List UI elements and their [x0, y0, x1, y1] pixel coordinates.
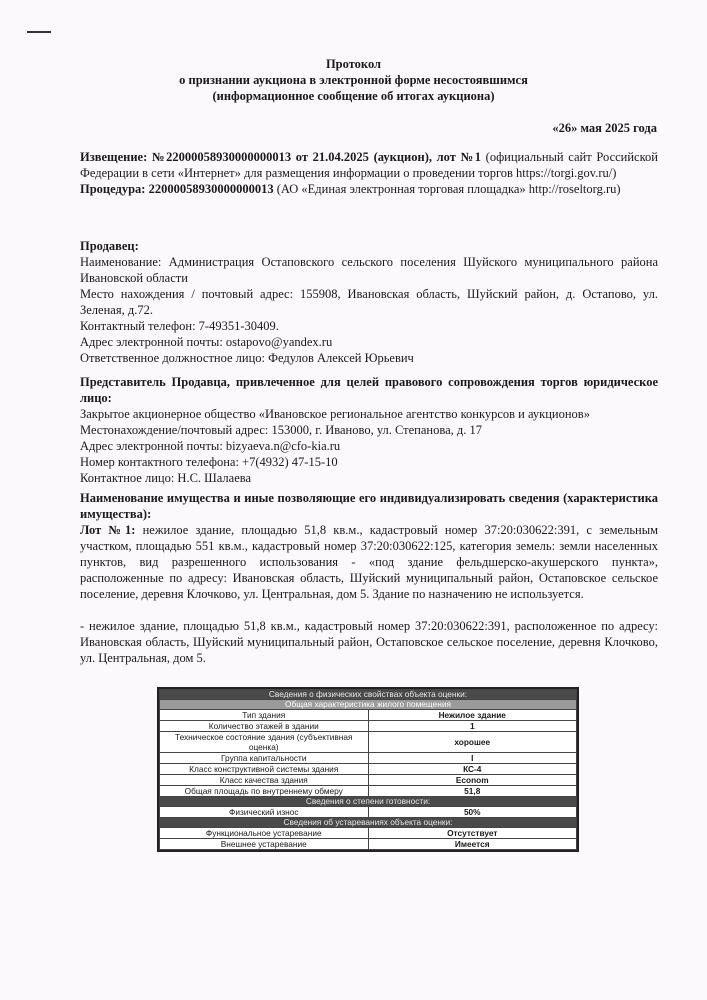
- notice-number: №22000058930000000013 от 21.04.2025 (аукцион), лот №1: [151, 150, 481, 164]
- table-row: [160, 753, 577, 764]
- notice-block: [80, 149, 658, 197]
- table-row: [160, 839, 577, 850]
- representative-address: Местонахождение/почтовый адрес: 153000, г. Иваново, ул. Степанова, д. 17: [80, 423, 483, 437]
- seller-phone: Контактный телефон: 7-49351-30409.: [80, 319, 279, 333]
- lot-label: Лот №1:: [80, 523, 136, 537]
- row-value: 51,8: [368, 786, 577, 797]
- table-row: [160, 732, 577, 753]
- representative-block: [80, 374, 658, 486]
- row-label: Группа капитальности: [160, 753, 369, 764]
- lot-text: нежилое здание, площадью 51,8 кв.м., кадастровый номер 37:20:030622:391, с земельным участком, площадью 551 кв.м., кадастровый номер 37:20:030622:125, категория земель: земли населенных пунктов, вид разрешенного использования - «под здание фельдшерско-акушерского пункта», расположенные по адресу: Ивановская область, Шуйский муниципальный район, Остаповское сельское поселение, деревня Клочково, ул. Центральная, дом 5. Здание по назначению не используется.: [80, 523, 659, 601]
- notice-paragraph: [80, 149, 658, 181]
- subsection-general-label: Общая характеристика жилого помещения: [160, 700, 577, 710]
- notice-label: Извещение:: [80, 150, 148, 164]
- representative-email: Адрес электронной почты: bizyaeva.n@cfo-kia.ru: [80, 439, 341, 453]
- table-row: [160, 775, 577, 786]
- seller-email: Адрес электронной почты: ostapovo@yandex.ru: [80, 335, 333, 349]
- representative-heading: Представитель Продавца, привлеченное для целей правового сопровождения торгов юридическое лицо:: [80, 375, 658, 405]
- lot-paragraph: [80, 522, 658, 602]
- row-value: Отсутствует: [368, 828, 577, 839]
- seller-heading: Продавец:: [80, 239, 139, 253]
- section-physical-label: Сведения о физических свойствах объекта оценки:: [160, 690, 577, 700]
- notice-rest: (официальный сайт Российской Федерации в сети «Интернет» для размещения информации о проведении торгов https://torgi.gov.ru/): [80, 150, 658, 180]
- row-label: Тип здания: [160, 710, 369, 721]
- document-subtitle-2: (информационное сообщение об итогах аукциона): [212, 89, 495, 103]
- row-label: Количество этажей в здании: [160, 721, 369, 732]
- row-value: 50%: [368, 807, 577, 818]
- table-row: [160, 828, 577, 839]
- property-block: [80, 490, 658, 666]
- subsection-general: [160, 700, 577, 710]
- section-readiness-label: Сведения о степени готовности:: [160, 797, 577, 807]
- section-obsolescence: [160, 818, 577, 828]
- table-row: [160, 710, 577, 721]
- procedure-rest: (АО «Единая электронная торговая площадка» http://roseltorg.ru): [276, 182, 621, 196]
- row-label: Функциональное устаревание: [160, 828, 369, 839]
- procedure-label: Процедура:: [80, 182, 146, 196]
- seller-official: Ответственное должностное лицо: Федулов Алексей Юрьевич: [80, 351, 414, 365]
- document-header: [0, 56, 707, 104]
- procedure-paragraph: [80, 181, 658, 197]
- document-subtitle: о признании аукциона в электронной форме несостоявшимся: [179, 73, 528, 87]
- assessment-table: [157, 687, 579, 852]
- row-value: Нежилое здание: [368, 710, 577, 721]
- row-label: Техническое состояние здания (субъективная оценка): [160, 732, 369, 753]
- table-row: [160, 764, 577, 775]
- row-value: I: [368, 753, 577, 764]
- representative-contact: Контактное лицо: Н.С. Шалаева: [80, 471, 252, 485]
- row-value: Имеется: [368, 839, 577, 850]
- property-heading: Наименование имущества и иные позволяющие его индивидуализировать сведения (характеристика имущества):: [80, 491, 658, 521]
- procedure-number: 22000058930000000013: [148, 182, 274, 196]
- row-value: хорошее: [368, 732, 577, 753]
- table-row: [160, 786, 577, 797]
- row-value: Econom: [368, 775, 577, 786]
- seller-name: Наименование: Администрация Остаповского сельского поселения Шуйского муниципального района Ивановской области: [80, 255, 658, 285]
- section-obsolescence-label: Сведения об устареваниях объекта оценки:: [160, 818, 577, 828]
- row-label: Общая площадь по внутреннему обмеру: [160, 786, 369, 797]
- seller-address: Место нахождения / почтовый адрес: 155908, Ивановская область, Шуйский район, д. Остапово, ул. Зеленая, д.72.: [80, 287, 658, 317]
- representative-phone: Номер контактного телефона: +7(4932) 47-15-10: [80, 455, 338, 469]
- scan-mark: [27, 31, 51, 33]
- row-label: Внешнее устаревание: [160, 839, 369, 850]
- row-label: Класс качества здания: [160, 775, 369, 786]
- section-readiness: [160, 797, 577, 807]
- property-item-2: - нежилое здание, площадью 51,8 кв.м., кадастровый номер 37:20:030622:391, расположенное по адресу: Ивановская область, Шуйский муниципальный район, Остаповское сельское поселение, деревня Клочково, ул. Центральная, дом 5.: [80, 619, 658, 665]
- row-value: КС-4: [368, 764, 577, 775]
- table-row: [160, 721, 577, 732]
- document-date: «26» мая 2025 года: [552, 121, 657, 135]
- row-value: 1: [368, 721, 577, 732]
- row-label: Физический износ: [160, 807, 369, 818]
- document-title: Протокол: [325, 57, 382, 71]
- representative-name: Закрытое акционерное общество «Ивановское региональное агентство конкурсов и аукционов»: [80, 407, 590, 421]
- seller-block: [80, 238, 658, 366]
- row-label: Класс конструктивной системы здания: [160, 764, 369, 775]
- section-physical: [160, 690, 577, 700]
- table-row: [160, 807, 577, 818]
